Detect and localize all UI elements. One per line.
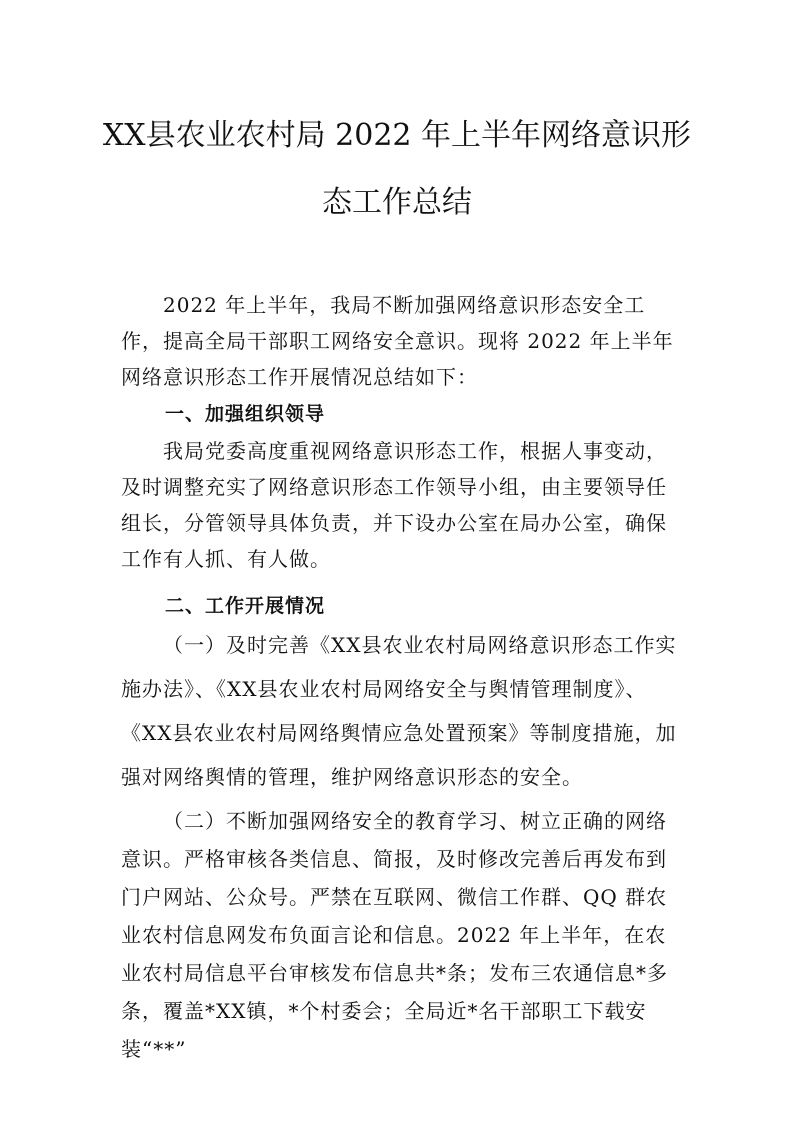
section-2-item-2: （二）不断加强网络安全的教育学习、树立正确的网络意识。严格审核各类信息、简报，及时修改完善后再发布到门户网站、公众号。严禁在互联网、微信工作群、QQ 群农业农村信息网发布负面言论和信息。2022 年上半年，在农业农村局信息平台审核发布信息共*条；发布三农通信息*多条，覆盖*XX镇，*个村委会；全局近*名干部职工下载安装“**”	[121, 809, 668, 1061]
section-1-paragraph: 我局党委高度重视网络意识形态工作，根据人事变动，及时调整充实了网络意识形态工作领导小组，由主要领导任组长，分管领导具体负责，并下设办公室在局办公室，确保工作有人抓、有人做。	[121, 439, 667, 571]
document-title-line-2: 态工作总结	[322, 185, 472, 220]
section-1-heading: 一、加强组织领导	[165, 403, 326, 425]
document-title-line-1: XX县农业农村局 2022 年上半年网络意识形	[102, 118, 692, 153]
intro-paragraph: 2022 年上半年，我局不断加强网络意识形态安全工作，提高全局干部职工网络安全意识。现将 2022 年上半年网络意识形态工作开展情况总结如下：	[121, 293, 674, 389]
section-2-item-1: （一）及时完善《XX县农业农村局网络意识形态工作实施办法》、《XX县农业农村局网络安全与舆情管理制度》、《XX县农业农村局网络舆情应急处置预案》等制度措施，加强对网络舆情的管理，维护网络意识形态的安全。	[121, 633, 677, 789]
section-2-heading: 二、工作开展情况	[165, 595, 326, 617]
